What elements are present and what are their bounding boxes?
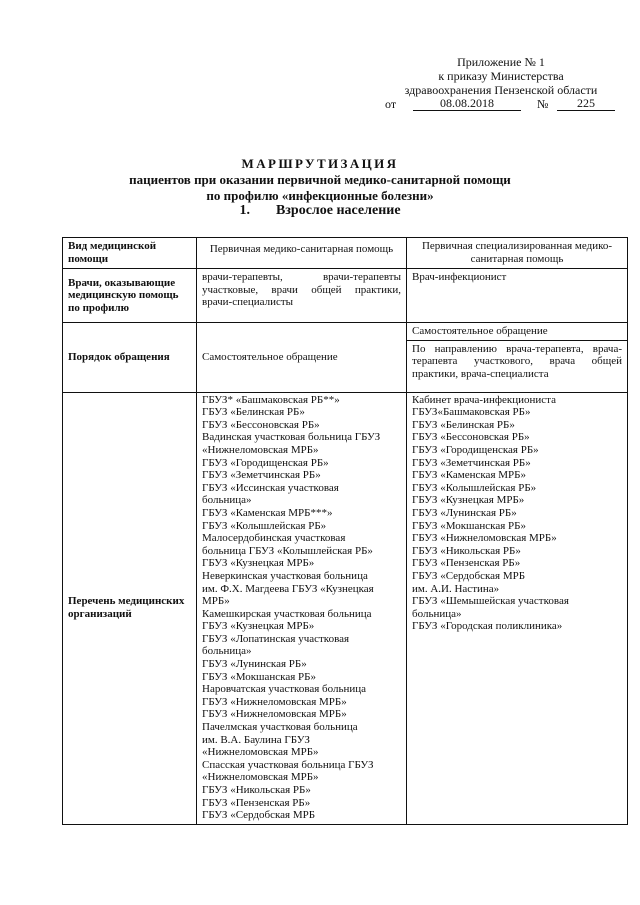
list-item: «Нижнеломовская МРБ» xyxy=(202,746,319,759)
table-row-doctors xyxy=(63,269,628,323)
list-item: ГБУЗ «Мокшанская РБ» xyxy=(412,519,526,532)
list-item: ГБУЗ «Пензенская РБ» xyxy=(412,557,521,570)
list-item: ГБУЗ «Земетчинская РБ» xyxy=(202,469,321,482)
routing-table xyxy=(62,237,628,825)
list-item: ГБУЗ «Шемышейская участковая xyxy=(412,595,569,608)
list-item: больница» xyxy=(412,607,462,620)
specialized-org-list xyxy=(412,394,622,633)
list-item: ГБУЗ «Бессоновская РБ» xyxy=(412,431,530,444)
list-item: больница ГБУЗ «Колышлейская РБ» xyxy=(202,544,373,557)
organizations-primary xyxy=(197,392,407,824)
list-item: ГБУЗ «Белинская РБ» xyxy=(202,406,305,419)
list-item: МРБ» xyxy=(202,595,230,608)
list-item: ГБУЗ «Никольская РБ» xyxy=(202,784,311,796)
appendix-block xyxy=(385,55,617,112)
list-item: ГБУЗ«Башмаковская РБ» xyxy=(412,406,531,419)
list-item: ГБУЗ «Колышлейская РБ» xyxy=(412,481,537,494)
order-primary: Самостоятельное обращение xyxy=(197,323,407,393)
list-item: ГБУЗ «Белинская РБ» xyxy=(412,418,515,431)
list-item: ГБУЗ «Сердобская МРБ xyxy=(202,809,316,822)
section-heading xyxy=(60,203,580,218)
list-item: ГБУЗ «Мокшанская РБ» xyxy=(202,670,316,683)
doctors-label: Врачи, оказывающие медицинскую помощь по профилю xyxy=(63,269,197,323)
order-date: 08.08.2018 xyxy=(413,97,521,111)
list-item: ГБУЗ «Кузнецкая МРБ» xyxy=(202,620,315,633)
list-item: ГБУЗ «Лунинская РБ» xyxy=(412,506,517,519)
list-item: ГБУЗ «Земетчинская РБ» xyxy=(412,456,531,469)
list-item: ГБУЗ «Колышлейская РБ» xyxy=(202,519,327,532)
order-specialized-referral: По направлению врача-терапевта, врача-терапевта участкового, врача общей практики, врача-специалиста xyxy=(407,340,628,392)
section-number: 1. xyxy=(239,203,250,218)
document-subtitle-2: по профилю «инфекционные болезни» xyxy=(206,188,434,203)
appendix-line1: Приложение № 1 xyxy=(457,55,545,69)
document-title: МАРШРУТИЗАЦИЯ xyxy=(241,156,399,171)
list-item: Кабинет врача-инфекциониста xyxy=(412,393,556,406)
list-item: ГБУЗ «Иссинская участковая xyxy=(202,481,339,494)
list-item: ГБУЗ «Каменская МРБ***» xyxy=(202,506,333,519)
organizations-label: Перечень медицинских организаций xyxy=(63,392,197,824)
list-item: ГБУЗ «Городская поликлиника» xyxy=(412,620,563,633)
appendix-date-line xyxy=(385,97,617,112)
appendix-line2: к приказу Министерства xyxy=(438,69,564,83)
header-specialized-care: Первичная специализированная медико-санитарная помощь xyxy=(407,238,628,269)
list-item: им. В.А. Баулина ГБУЗ xyxy=(202,733,310,746)
list-item: больница» xyxy=(202,645,252,658)
list-item: ГБУЗ «Сердобская МРБ xyxy=(412,569,526,582)
list-item: ГБУЗ* «Башмаковская РБ**» xyxy=(202,393,340,406)
primary-org-list xyxy=(202,394,401,822)
list-item: ГБУЗ «Лопатинская участковая xyxy=(202,632,350,645)
list-item: Наровчатская участковая больница xyxy=(202,683,367,696)
list-item: Спасская участковая больница ГБУЗ xyxy=(202,758,374,771)
list-item: им. Ф.Х. Магдеева ГБУЗ «Кузнецкая xyxy=(202,582,374,595)
list-item: «Нижнеломовская МРБ» xyxy=(202,443,319,456)
table-header-row xyxy=(63,238,628,269)
list-item: ГБУЗ «Каменская МРБ» xyxy=(412,469,526,482)
list-item: ГБУЗ «Нижнеломовская МРБ» xyxy=(202,695,347,708)
list-item: ГБУЗ «Лунинская РБ» xyxy=(202,658,307,671)
list-item: ГБУЗ «Городищенская РБ» xyxy=(202,456,329,469)
list-item: ГБУЗ «Кузнецкая МРБ» xyxy=(412,494,525,507)
doctors-specialized: Врач-инфекционист xyxy=(407,269,628,323)
list-item: больница» xyxy=(202,494,252,507)
list-item: ГБУЗ «Бессоновская РБ» xyxy=(202,418,320,431)
table-row-organizations xyxy=(63,392,628,824)
list-item: ГБУЗ «Городищенская РБ» xyxy=(412,443,539,456)
doctors-primary: врачи-терапевты, врачи-терапевты участковые, врачи общей практики, врачи-специалисты xyxy=(197,269,407,323)
list-item: им. А.И. Настина» xyxy=(412,582,500,595)
header-primary-care: Первичная медико-санитарная помощь xyxy=(197,238,407,269)
order-number: 225 xyxy=(557,97,615,111)
organizations-specialized xyxy=(407,392,628,824)
list-item: ГБУЗ «Кузнецкая МРБ» xyxy=(202,557,315,570)
order-specialized-self: Самостоятельное обращение xyxy=(407,323,628,341)
list-item: ГБУЗ «Нижнеломовская МРБ» xyxy=(202,708,347,721)
list-item: Вадинская участковая больница ГБУЗ xyxy=(202,431,381,444)
list-item: ГБУЗ «Пензенская РБ» xyxy=(202,796,311,809)
list-item: Малосердобинская участковая xyxy=(202,532,346,545)
list-item: ГБУЗ «Нижнеломовская МРБ» xyxy=(412,532,557,545)
header-care-type: Вид медицинской помощи xyxy=(63,238,197,269)
list-item: «Нижнеломовская МРБ» xyxy=(202,771,319,784)
list-item: Неверкинская участковая больница xyxy=(202,569,368,582)
date-prefix: от xyxy=(385,97,397,111)
order-label: Порядок обращения xyxy=(63,323,197,393)
list-item: Камешкирская участковая больница xyxy=(202,607,372,620)
list-item: Пачелмская участковая больница xyxy=(202,721,358,734)
document-subtitle-1: пациентов при оказании первичной медико-санитарной помощи xyxy=(129,172,511,187)
section-title: Взрослое население xyxy=(275,203,401,218)
number-sign: № xyxy=(537,97,549,111)
appendix-line3: здравоохранения Пензенской области xyxy=(404,83,598,97)
table-row-order-self xyxy=(63,323,628,341)
list-item: ГБУЗ «Никольская РБ» xyxy=(412,544,521,557)
